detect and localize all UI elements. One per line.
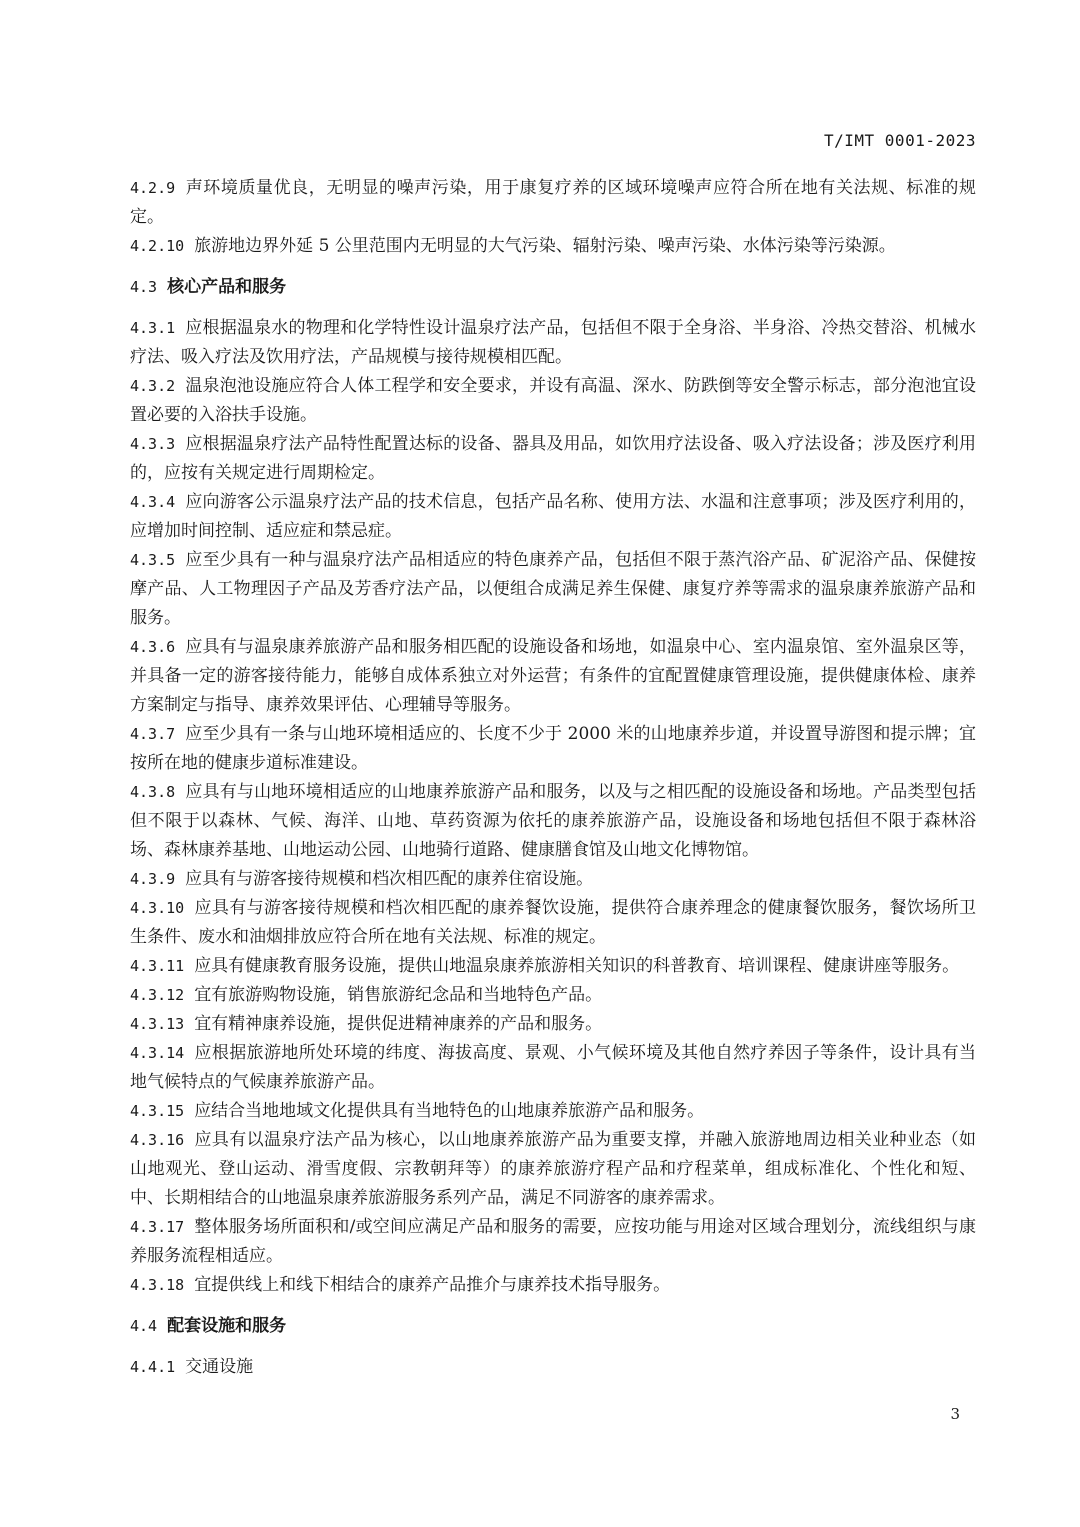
clause-text: 应具有与温泉康养旅游产品和服务相匹配的设施设备和场地，如温泉中心、室内温泉馆、室外温泉区等，并具备一定的游客接待能力，能够自成体系独立对外运营；有条件的宜配置健康管理设施，提供健康体检、康养方案制定与指导、康养效果评估、心理辅导等服务。 xyxy=(130,637,976,715)
clause-number: 4.3.10 xyxy=(130,899,185,917)
clause-paragraph xyxy=(130,1039,976,1097)
page-number: 3 xyxy=(950,1405,960,1423)
section-title: 核心产品和服务 xyxy=(167,277,287,297)
document-code: T/IMT 0001-2023 xyxy=(824,131,976,150)
clause-text: 声环境质量优良，无明显的噪声污染，用于康复疗养的区域环境噪声应符合所在地有关法规、标准的规定。 xyxy=(130,178,976,227)
clause-paragraph xyxy=(130,1213,976,1271)
clause-text: 应具有与游客接待规模和档次相匹配的康养住宿设施。 xyxy=(185,869,594,889)
clause-number: 4.3.16 xyxy=(130,1131,185,1149)
clause-paragraph xyxy=(130,232,976,261)
clause-paragraph xyxy=(130,1010,976,1039)
clause-number: 4.2.10 xyxy=(130,237,185,255)
clause-paragraph xyxy=(130,1126,976,1213)
clause-text: 应至少具有一条与山地环境相适应的、长度不少于 2000 米的山地康养步道，并设置导游图和提示牌；宜按所在地的健康步道标准建设。 xyxy=(130,724,976,773)
clause-number: 4.3.18 xyxy=(130,1276,185,1294)
document-body xyxy=(130,174,976,1382)
clause-paragraph xyxy=(130,778,976,865)
clause-number: 4.3.7 xyxy=(130,725,176,743)
clause-number: 4.3.8 xyxy=(130,783,176,801)
clause-paragraph xyxy=(130,546,976,633)
clause-number: 4.4.1 xyxy=(130,1358,176,1376)
section-heading xyxy=(130,1312,976,1341)
clause-number: 4.3.2 xyxy=(130,377,176,395)
clause-number: 4.3.9 xyxy=(130,870,176,888)
clause-text: 旅游地边界外延 5 公里范围内无明显的大气污染、辐射污染、噪声污染、水体污染等污染源。 xyxy=(194,236,896,256)
section-number: 4.4 xyxy=(130,1317,158,1335)
clause-paragraph xyxy=(130,430,976,488)
clause-paragraph xyxy=(130,174,976,232)
clause-text: 整体服务场所面积和/或空间应满足产品和服务的需要，应按功能与用途对区域合理划分，流线组织与康养服务流程相适应。 xyxy=(130,1217,976,1266)
clause-text: 宜提供线上和线下相结合的康养产品推介与康养技术指导服务。 xyxy=(194,1275,671,1295)
clause-paragraph xyxy=(130,894,976,952)
clause-number: 4.3.17 xyxy=(130,1218,185,1236)
clause-paragraph xyxy=(130,720,976,778)
clause-text: 应具有健康教育服务设施，提供山地温泉康养旅游相关知识的科普教育、培训课程、健康讲座等服务。 xyxy=(194,956,960,976)
clause-text: 应具有以温泉疗法产品为核心，以山地康养旅游产品为重要支撑，并融入旅游地周边相关业种业态（如山地观光、登山运动、滑雪度假、宗教朝拜等）的康养旅游疗程产品和疗程菜单，组成标准化、个性化和短、中、长期相结合的山地温泉康养旅游服务系列产品，满足不同游客的康养需求。 xyxy=(130,1130,976,1208)
clause-number: 4.3.12 xyxy=(130,986,185,1004)
clause-paragraph xyxy=(130,1353,976,1382)
clause-paragraph xyxy=(130,314,976,372)
clause-text: 宜有旅游购物设施，销售旅游纪念品和当地特色产品。 xyxy=(194,985,603,1005)
clause-number: 4.3.6 xyxy=(130,638,176,656)
clause-text: 应根据旅游地所处环境的纬度、海拔高度、景观、小气候环境及其他自然疗养因子等条件，设计具有当地气候特点的气候康养旅游产品。 xyxy=(130,1043,976,1092)
clause-text: 应根据温泉疗法产品特性配置达标的设备、器具及用品，如饮用疗法设备、吸入疗法设备；涉及医疗利用的，应按有关规定进行周期检定。 xyxy=(130,434,976,483)
clause-number: 4.3.1 xyxy=(130,319,176,337)
section-title: 配套设施和服务 xyxy=(167,1316,287,1336)
clause-text: 应结合当地地域文化提供具有当地特色的山地康养旅游产品和服务。 xyxy=(194,1101,705,1121)
clause-paragraph xyxy=(130,865,976,894)
section-number: 4.3 xyxy=(130,278,158,296)
clause-number: 4.3.14 xyxy=(130,1044,185,1062)
clause-number: 4.3.5 xyxy=(130,551,176,569)
clause-paragraph xyxy=(130,488,976,546)
clause-text: 应具有与山地环境相适应的山地康养旅游产品和服务，以及与之相匹配的设施设备和场地。产品类型包括但不限于以森林、气候、海洋、山地、草药资源为依托的康养旅游产品，设施设备和场地包括但不限于森林浴场、森林康养基地、山地运动公园、山地骑行道路、健康膳食馆及山地文化博物馆。 xyxy=(130,782,976,860)
clause-number: 4.3.15 xyxy=(130,1102,185,1120)
clause-text: 交通设施 xyxy=(185,1357,254,1377)
clause-text: 宜有精神康养设施，提供促进精神康养的产品和服务。 xyxy=(194,1014,603,1034)
clause-text: 应向游客公示温泉疗法产品的技术信息，包括产品名称、使用方法、水温和注意事项；涉及医疗利用的，应增加时间控制、适应症和禁忌症。 xyxy=(130,492,976,541)
clause-paragraph xyxy=(130,981,976,1010)
clause-paragraph xyxy=(130,372,976,430)
clause-paragraph xyxy=(130,1271,976,1300)
clause-paragraph xyxy=(130,1097,976,1126)
clause-text: 应根据温泉水的物理和化学特性设计温泉疗法产品，包括但不限于全身浴、半身浴、冷热交替浴、机械水疗法、吸入疗法及饮用疗法，产品规模与接待规模相匹配。 xyxy=(130,318,976,367)
clause-text: 温泉泡池设施应符合人体工程学和安全要求，并设有高温、深水、防跌倒等安全警示标志，部分泡池宜设置必要的入浴扶手设施。 xyxy=(130,376,976,425)
clause-number: 4.3.11 xyxy=(130,957,185,975)
clause-paragraph xyxy=(130,633,976,720)
clause-text: 应至少具有一种与温泉疗法产品相适应的特色康养产品，包括但不限于蒸汽浴产品、矿泥浴产品、保健按摩产品、人工物理因子产品及芳香疗法产品，以便组合成满足养生保健、康复疗养等需求的温泉康养旅游产品和服务。 xyxy=(130,550,976,628)
clause-paragraph xyxy=(130,952,976,981)
clause-number: 4.2.9 xyxy=(130,179,176,197)
clause-number: 4.3.13 xyxy=(130,1015,185,1033)
section-heading xyxy=(130,273,976,302)
clause-number: 4.3.3 xyxy=(130,435,176,453)
clause-number: 4.3.4 xyxy=(130,493,176,511)
clause-text: 应具有与游客接待规模和档次相匹配的康养餐饮设施，提供符合康养理念的健康餐饮服务，餐饮场所卫生条件、废水和油烟排放应符合所在地有关法规、标准的规定。 xyxy=(130,898,976,947)
